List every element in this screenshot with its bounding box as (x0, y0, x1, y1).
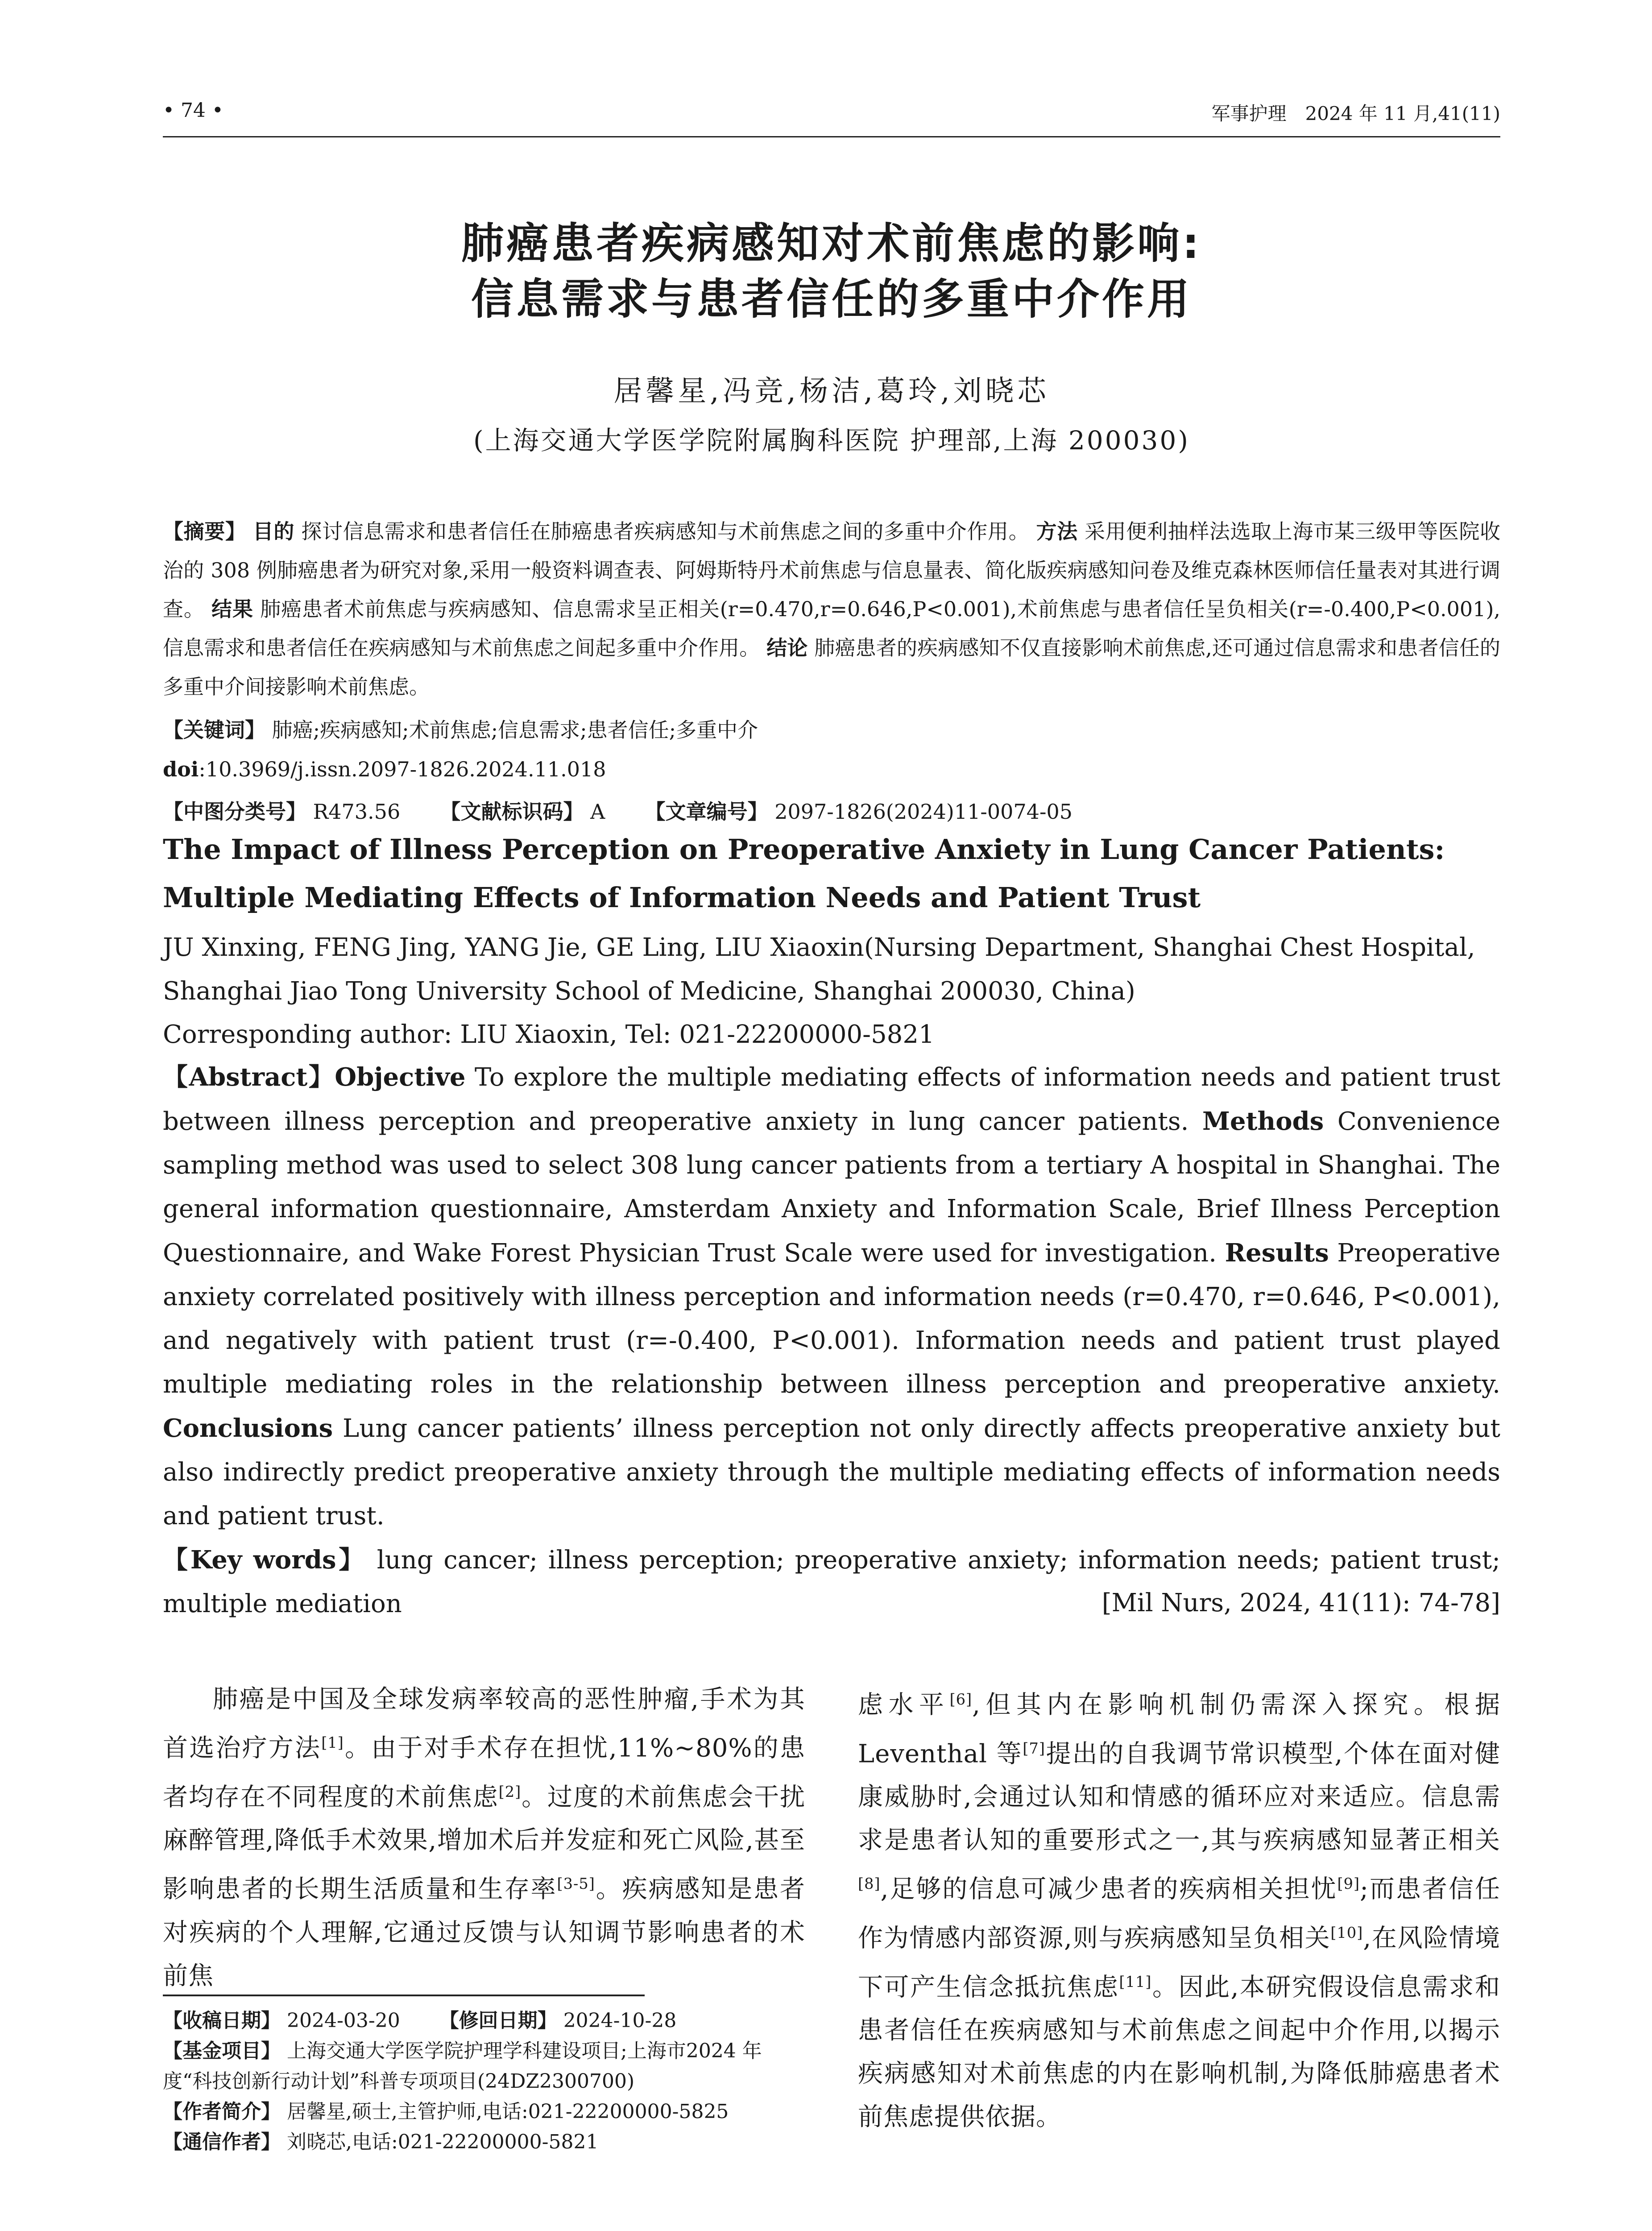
author-bio-row (163, 2097, 805, 2127)
doi-value: :10.3969/j.issn.2097-1826.2024.11.018 (199, 757, 606, 781)
footnote-rule (163, 1995, 645, 1996)
header-rule (163, 136, 1500, 137)
keywords-label: 【关键词】 (163, 718, 265, 742)
en-conclusions-label: Conclusions (163, 1414, 333, 1443)
doi-label: doi (163, 757, 199, 781)
citation-ref: [2] (498, 1783, 522, 1800)
english-abstract (163, 1055, 1500, 1626)
body-text: 。过度的术前焦虑会干扰麻醉管理,降低手术效果,增加术后并发症和死亡风险,甚至影响患者的长期生活质量和生存率 (163, 1783, 806, 1904)
abstract-label: 【摘要】 (163, 519, 246, 543)
en-methods-label: Methods (1202, 1107, 1324, 1136)
revised-date: 2024-10-28 (563, 2009, 677, 2032)
page-number: • 74 • (163, 99, 224, 122)
fund-row (163, 2036, 805, 2097)
body-text: 虑水平 (858, 1690, 950, 1720)
body-text: 。因此,本研究假设信息需求和患者信任在疾病感知与术前焦虑之间起中介作用,以揭示疾病感知对术前焦虑的内在影响机制,为降低肺癌患者术前焦虑提供依据。 (858, 1973, 1500, 2132)
body-column-right (858, 1678, 1500, 2139)
english-title: The Impact of Illness Perception on Preoperative Anxiety in Lung Cancer Patients: Multiple Mediating Effects of Information Needs and Patient Trust (163, 833, 1445, 914)
citation-ref: [3-5] (557, 1875, 595, 1893)
received-row (163, 2006, 805, 2036)
fund-label: 【基金项目】 (163, 2040, 281, 2062)
en-methods-text: Convenience sampling method was used to select 308 lung cancer patients from a tertiary A hospital in Shanghai. The general information questionnaire, Amsterdam Anxiety and Information Scale, Brief Illness Perception Questionnaire, and Wake Forest Physician Trust Scale were used for investigation. (163, 1107, 1500, 1268)
english-authors: JU Xinxing, FENG Jing, YANG Jie, GE Ling, LIU Xiaoxin(Nursing Department, Shanghai Chest Hospital, Shanghai Jiao Tong University School of Medicine, Shanghai 200030, China) (163, 933, 1475, 1006)
clc-label: 【中图分类号】 (163, 800, 306, 824)
body-text: ,但其内在影响机制仍需深入探究。根据 Leventhal 等 (858, 1690, 1500, 1769)
citation-ref: [1] (321, 1734, 344, 1751)
author-bio-text: 居馨星,硕士,主管护师,电话:021-22200000-5825 (287, 2100, 729, 2123)
corresponding-label: 【通信作者】 (163, 2131, 281, 2153)
results-label: 结果 (211, 597, 253, 621)
doi (163, 757, 1500, 781)
methods-text: 采用便利抽样法选取上海市某三级甲等医院收治的 308 例肺癌患者为研究对象,采用一般资料调查表、阿姆斯特丹术前焦虑与信息量表、简化版疾病感知问卷及维克森林医师信任量表对其进行调查。 (163, 519, 1501, 621)
results-text: 肺癌患者术前焦虑与疾病感知、信息需求呈正相关(r=0.470,r=0.646,P<0.001),术前焦虑与患者信任呈负相关(r=-0.400,P<0.001),信息需求和患者信任在疾病感知与术前焦虑之间起多重中介作用。 (163, 597, 1501, 660)
body-text: 。疾病感知是患者对疾病的个人理解,它通过反馈与认知调节影响患者的术前焦 (163, 1874, 806, 1990)
paper-title-line1: 肺癌患者疾病感知对术前焦虑的影响: (461, 219, 1202, 268)
footnotes (163, 2006, 805, 2157)
paper-title-line2: 信息需求与患者信任的多重中介作用 (471, 275, 1192, 324)
corresponding-text: 刘晓芯,电话:021-22200000-5821 (287, 2131, 599, 2153)
body-text: 肺癌是中国及全球发病率较高的恶性肿瘤,手术为其首选治疗方法 (163, 1685, 805, 1763)
conclusion-label: 结论 (766, 636, 808, 660)
en-conclusions-text: Lung cancer patients’ illness perception not only directly affects preoperative anxiety but also indirectly predict preoperative anxiety through the multiple mediating effects of information needs and patient trust. (163, 1414, 1500, 1530)
doc-code-label: 【文献标识码】 (440, 800, 584, 824)
journal-info: 军事护理 2024 年 11 月,41(11) (1211, 103, 1500, 124)
objective-text: 探讨信息需求和患者信任在肺癌患者疾病感知与术前焦虑之间的多重中介作用。 (301, 519, 1030, 543)
affiliation: (上海交通大学医学院附属胸科医院 护理部,上海 200030) (473, 425, 1190, 456)
authors: 居馨星,冯竞,杨洁,葛玲,刘晓芯 (613, 375, 1050, 408)
revised-label: 【修回日期】 (439, 2009, 557, 2032)
en-results-label: Results (1225, 1238, 1329, 1268)
english-citation: [Mil Nurs, 2024, 41(11): 74-78] (1101, 1588, 1500, 1617)
conclusion-text: 肺癌患者的疾病感知不仅直接影响术前焦虑,还可通过信息需求和患者信任的多重中介间接影响术前焦虑。 (163, 636, 1501, 699)
body-text: ;而患者信任作为情感内部资源,则与疾病感知呈负相关 (858, 1874, 1500, 1953)
corresponding-row (163, 2127, 805, 2157)
chinese-abstract (163, 512, 1500, 706)
keywords-value: 肺癌;疾病感知;术前焦虑;信息需求;患者信任;多重中介 (272, 718, 758, 742)
received-date: 2024-03-20 (287, 2009, 400, 2032)
en-keywords-label: 【Key words】 (163, 1545, 367, 1575)
body-text: ,在风险情境下可产生信念抵抗焦虑 (858, 1924, 1500, 2002)
en-results-text: Preoperative anxiety correlated positively with illness perception and information needs (r=0.470, r=0.646, P<0.001), and negatively with patient trust (r=-0.400, P<0.001). Information needs and patient trust played multiple mediating roles in the relationship between illness perception and preoperative anxiety. (163, 1239, 1500, 1399)
body-text: 提出的自我调节常识模型,个体在面对健康威胁时,会通过认知和情感的循环应对来适应。信息需求是患者认知的重要形式之一,其与疾病感知显著正相关 (858, 1739, 1500, 1855)
en-objective-label: Objective (335, 1062, 466, 1092)
citation-ref: [11] (1119, 1973, 1152, 1990)
en-keywords-value: lung cancer; illness perception; preoperative anxiety; information needs; patient trust; multiple mediation (163, 1546, 1500, 1618)
article-number-value: 2097-1826(2024)11-0074-05 (774, 800, 1073, 824)
body-text: 。由于对手术存在担忧,11%~80%的患者均存在不同程度的术前焦虑 (163, 1733, 805, 1812)
en-abstract-label: 【Abstract】 (163, 1062, 335, 1092)
citation-ref: [8] (858, 1875, 881, 1893)
classification (163, 796, 1500, 825)
english-corresponding: Corresponding author: LIU Xiaoxin, Tel: 021-22200000-5821 (163, 1020, 935, 1049)
citation-ref: [6] (949, 1691, 973, 1708)
received-label: 【收稿日期】 (163, 2009, 281, 2032)
en-objective-text: To explore the multiple mediating effects of information needs and patient trust between illness perception and preoperative anxiety in lung cancer patients. (163, 1063, 1500, 1136)
doc-code-value: A (590, 800, 605, 824)
author-bio-label: 【作者简介】 (163, 2100, 281, 2123)
article-number-label: 【文章编号】 (645, 800, 768, 824)
clc-value: R473.56 (313, 800, 401, 824)
body-text: ,足够的信息可减少患者的疾病相关担忧 (880, 1874, 1337, 1904)
citation-ref: [10] (1330, 1924, 1363, 1941)
citation-ref: [7] (1023, 1739, 1045, 1757)
fund-text: 上海交通大学医学院护理学科建设项目;上海市2024 年度“科技创新行动计划”科普专项项目(24DZ2300700) (163, 2040, 762, 2093)
objective-label: 目的 (253, 519, 295, 543)
citation-ref: [9] (1337, 1875, 1360, 1893)
keywords (163, 714, 1500, 743)
methods-label: 方法 (1036, 519, 1078, 543)
body-column-left (163, 1678, 805, 1998)
